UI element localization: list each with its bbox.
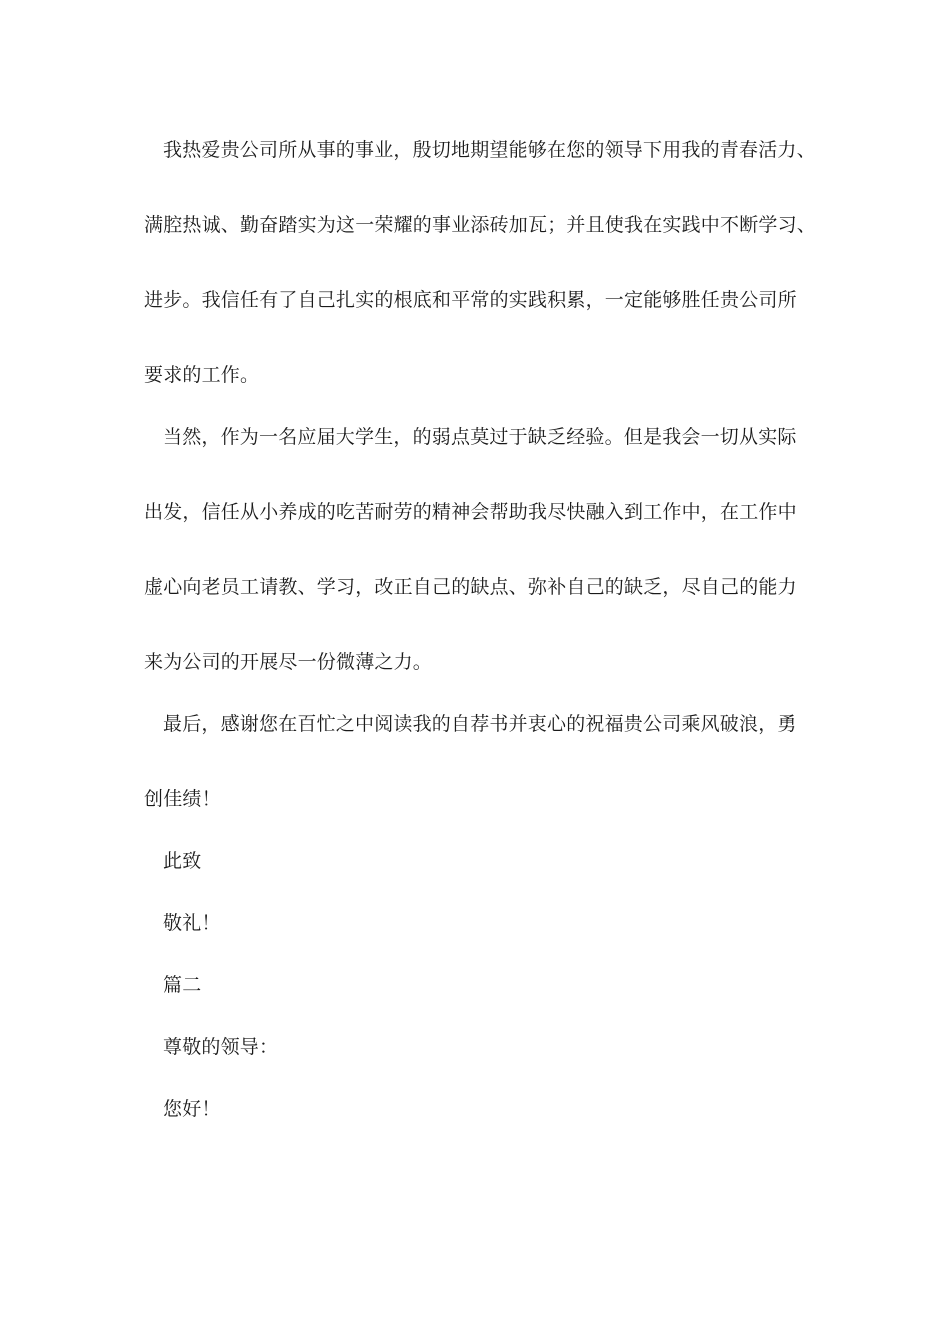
paragraph-2-line-3: 虚心向老员工请教、学习，改正自己的缺点、弥补自己的缺乏，尽自己的能力 <box>144 576 797 598</box>
paragraph-3-line-2: 创佳绩！ <box>144 788 221 810</box>
closing-line-2: 敬礼！ <box>163 912 221 934</box>
salutation: 尊敬的领导： <box>163 1036 279 1058</box>
section-label: 篇二 <box>163 974 202 996</box>
paragraph-2-line-1: 当然，作为一名应届大学生，的弱点莫过于缺乏经验。但是我会一切从实际 <box>163 426 797 448</box>
paragraph-1-line-4: 要求的工作。 <box>144 364 260 386</box>
closing-line-1: 此致 <box>163 850 202 872</box>
paragraph-1-line-3: 进步。我信任有了自己扎实的根底和平常的实践积累，一定能够胜任贵公司所 <box>144 289 797 311</box>
paragraph-2-line-4: 来为公司的开展尽一份微薄之力。 <box>144 651 433 673</box>
paragraph-2-line-2: 出发，信任从小养成的吃苦耐劳的精神会帮助我尽快融入到工作中，在工作中 <box>144 501 797 523</box>
paragraph-1-line-2: 满腔热诚、勤奋踏实为这一荣耀的事业添砖加瓦；并且使我在实践中不断学习、 <box>144 214 817 236</box>
paragraph-3-line-1: 最后，感谢您在百忙之中阅读我的自荐书并衷心的祝福贵公司乘风破浪，勇 <box>163 713 797 735</box>
paragraph-1-line-1: 我热爱贵公司所从事的事业，殷切地期望能够在您的领导下用我的青春活力、 <box>163 139 816 161</box>
greeting: 您好！ <box>163 1098 221 1120</box>
